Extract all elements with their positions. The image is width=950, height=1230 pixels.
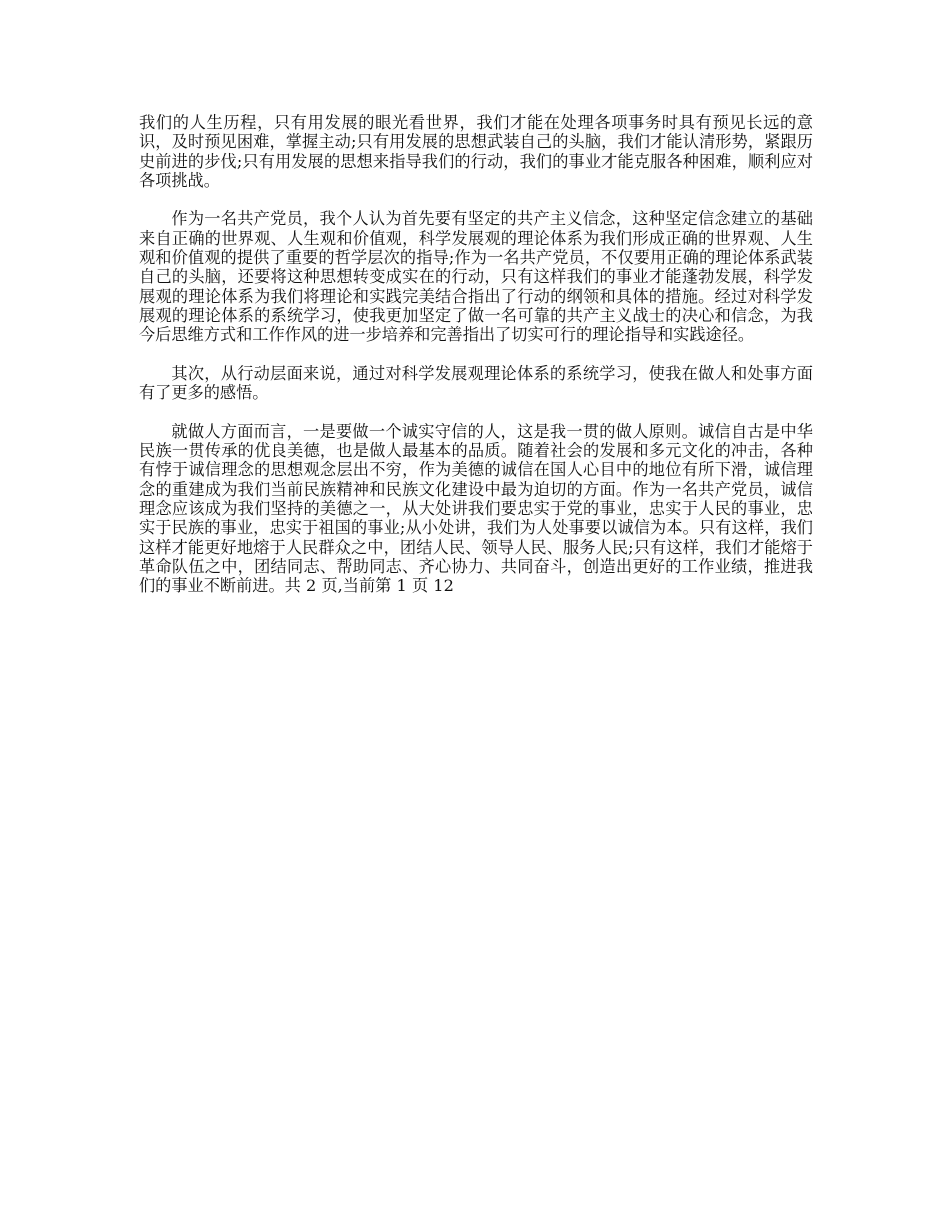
paragraph-4: 就做人方面而言，一是要做一个诚实守信的人，这是我一贯的做人原则。诚信自古是中华民族一贯传承的优良美德，也是做人最基本的品质。随着社会的发展和多元文化的冲击，各种有悖于诚信理念的思想观念层出不穷，作为美德的诚信在国人心目中的地位有所下滑，诚信理念的重建成为我们当前民族精神和民族文化建设中最为迫切的方面。作为一名共产党员，诚信理念应该成为我们坚持的美德之一，从大处讲我们要忠实于党的事业，忠实于人民的事业，忠实于民族的事业，忠实于祖国的事业;从小处讲，我们为人处事要以诚信为本。只有这样，我们这样才能更好地熔于人民群众之中，团结人民、领导人民、服务人民;只有这样，我们才能熔于革命队伍之中，团结同志、帮助同志、齐心协力、共同奋斗，创造出更好的工作业绩，推进我们的事业不断前进。共 2 页,当前第 1 页 12	[139, 421, 813, 596]
paragraph-2: 作为一名共产党员，我个人认为首先要有坚定的共产主义信念，这种坚定信念建立的基础来自正确的世界观、人生观和价值观，科学发展观的理论体系为我们形成正确的世界观、人生观和价值观的提供了重要的哲学层次的指导;作为一名共产党员，不仅要用正确的理论体系武装自己的头脑，还要将这种思想转变成实在的行动，只有这样我们的事业才能蓬勃发展，科学发展观的理论体系为我们将理论和实践完美结合指出了行动的纲领和具体的措施。经过对科学发展观的理论体系的系统学习，使我更加坚定了做一名可靠的共产主义战士的决心和信念，为我今后思维方式和工作作风的进一步培养和完善指出了切实可行的理论指导和实践途径。	[139, 209, 813, 345]
paragraph-1: 我们的人生历程，只有用发展的眼光看世界，我们才能在处理各项事务时具有预见长远的意识，及时预见困难，掌握主动;只有用发展的思想武装自己的头脑，我们才能认清形势，紧跟历史前进的步伐;只有用发展的思想来指导我们的行动，我们的事业才能克服各种困难，顺利应对各项挑战。	[139, 113, 813, 190]
paragraph-3: 其次，从行动层面来说，通过对科学发展观理论体系的系统学习，使我在做人和处事方面有了更多的感悟。	[139, 363, 813, 403]
document-body	[139, 113, 813, 615]
